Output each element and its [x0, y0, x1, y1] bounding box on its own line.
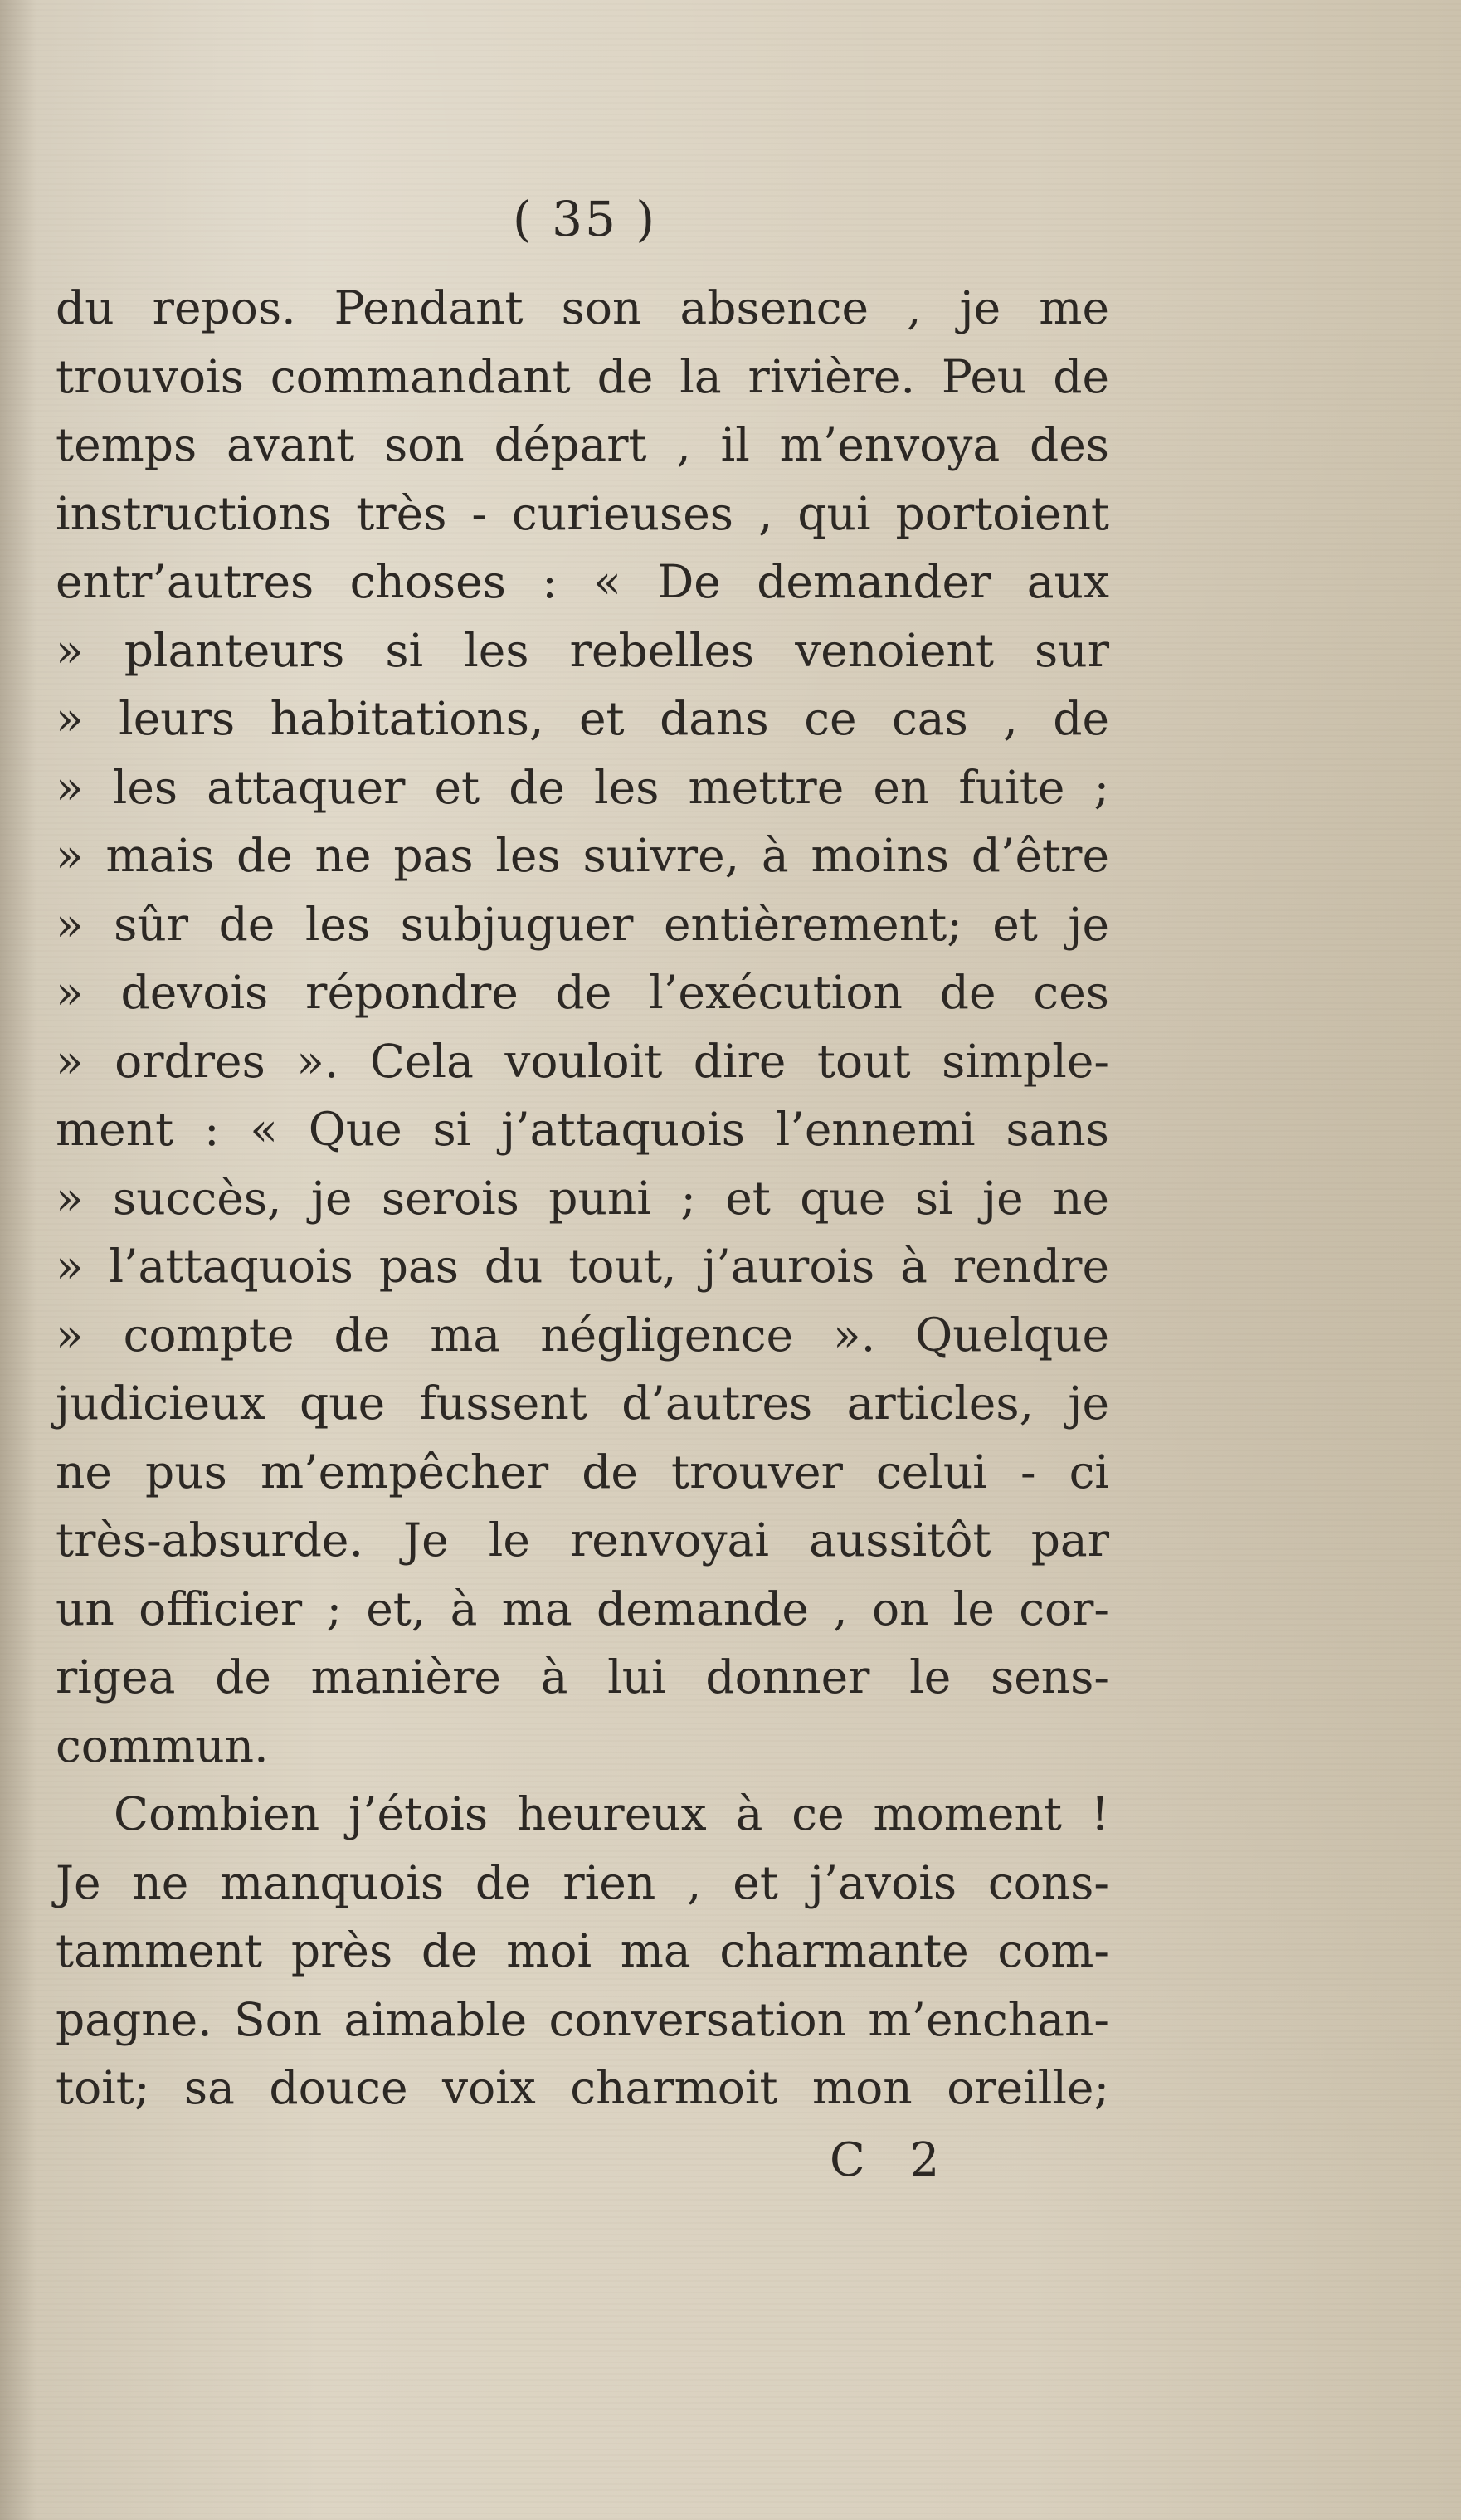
text-line: du repos. Pendant son absence , je me — [56, 281, 1109, 334]
text-line: Combien j’étois heureux à ce moment ! — [114, 1787, 1109, 1840]
text-line: un officier ; et, à ma demande , on le cor- — [56, 1582, 1109, 1635]
text-line: » sûr de les subjuguer entièrement; et je — [56, 897, 1109, 951]
signature-mark: C 2 — [830, 2133, 955, 2187]
text-line: rigea de manière à lui donner le sens- — [56, 1650, 1109, 1704]
text-line: pagne. Son aimable conversation m’enchan- — [56, 1992, 1109, 2046]
text-line: trouvois commandant de la rivière. Peu de — [56, 349, 1109, 403]
text-line: tamment près de moi ma charmante com- — [56, 1924, 1109, 1977]
text-line: » succès, je serois puni ; et que si je ne — [56, 1171, 1109, 1225]
text-line: ne pus m’empêcher de trouver celui - ci — [56, 1445, 1109, 1499]
text-line: ment : « Que si j’attaquois l’ennemi sans — [56, 1103, 1109, 1156]
text-line: instructions très - curieuses , qui portoient — [56, 486, 1109, 540]
text-line: » compte de ma négligence ». Quelque — [56, 1308, 1109, 1362]
page-gutter-shadow — [0, 0, 37, 2520]
text-line: toit; sa douce voix charmoit mon oreille; — [56, 2061, 1109, 2114]
text-line: » leurs habitations, et dans ce cas , de — [56, 692, 1109, 745]
text-line: » mais de ne pas les suivre, à moins d’être — [56, 829, 1109, 882]
page-number: ( 35 ) — [513, 191, 657, 247]
text-line: temps avant son départ , il m’envoya des — [56, 418, 1109, 471]
text-line: très-absurde. Je le renvoyai aussitôt par — [56, 1513, 1109, 1567]
text-line: » devois répondre de l’exécution de ces — [56, 966, 1109, 1019]
text-line: Je ne manquois de rien , et j’avois cons- — [56, 1855, 1109, 1909]
text-line: entr’autres choses : « De demander aux — [56, 555, 1109, 608]
text-line: commun. — [56, 1718, 269, 1772]
text-line: » ordres ». Cela vouloit dire tout simple- — [56, 1034, 1109, 1088]
text-line: » planteurs si les rebelles venoient sur — [56, 623, 1109, 677]
text-line: » l’attaquois pas du tout, j’aurois à rendre — [56, 1240, 1109, 1293]
text-line: » les attaquer et de les mettre en fuite ; — [56, 760, 1109, 814]
text-line: judicieux que fussent d’autres articles, je — [56, 1377, 1109, 1430]
body-text — [56, 274, 1109, 2123]
